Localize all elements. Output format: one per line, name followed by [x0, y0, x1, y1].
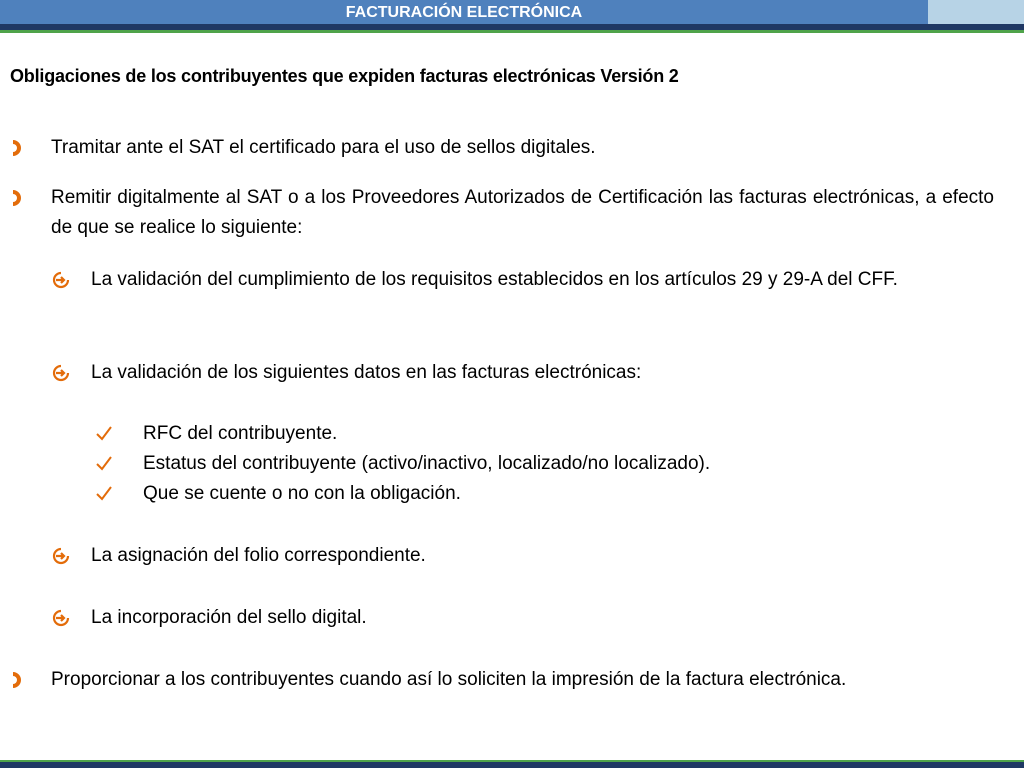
list-item-text: La validación de los siguientes datos en las facturas electrónicas: [91, 362, 642, 383]
page-title: Obligaciones de los contribuyentes que expiden facturas electrónicas Versión 2 [10, 66, 679, 86]
list-item-text: Proporcionar a los contribuyentes cuando así lo soliciten la impresión de la factura electrónica. [51, 669, 847, 690]
header-accent [928, 0, 1024, 24]
header-divider-green [0, 30, 1024, 33]
list-item-text: La asignación del folio correspondiente. [91, 545, 426, 566]
list-item-text: La validación del cumplimiento de los requisitos establecidos en los artículos 29 y 29-A del CFF. [91, 269, 898, 290]
half-circle-bullet-icon [12, 190, 22, 206]
check-mark-icon [95, 484, 113, 502]
circled-arrow-icon [52, 547, 70, 565]
circled-arrow-icon [52, 609, 70, 627]
list-item-text: Remitir digitalmente al SAT o a los Proveedores Autorizados de Certificación las facturas electrónicas, a efecto de que se realice lo siguiente: [51, 187, 994, 238]
list-item-text: Estatus del contribuyente (activo/inactivo, localizado/no localizado). [143, 453, 711, 474]
header-title: FACTURACIÓN ELECTRÓNICA [345, 4, 583, 21]
list-item-text: Que se cuente o no con la obligación. [143, 483, 461, 504]
check-mark-icon [95, 424, 113, 442]
circled-arrow-icon [52, 271, 70, 289]
footer-divider-dark [0, 762, 1024, 768]
half-circle-bullet-icon [12, 140, 22, 156]
list-item-text: La incorporación del sello digital. [91, 607, 367, 628]
circled-arrow-icon [52, 364, 70, 382]
check-mark-icon [95, 454, 113, 472]
list-item-text: RFC del contribuyente. [143, 423, 338, 444]
list-item-text: Tramitar ante el SAT el certificado para el uso de sellos digitales. [51, 137, 596, 158]
half-circle-bullet-icon [12, 672, 22, 688]
